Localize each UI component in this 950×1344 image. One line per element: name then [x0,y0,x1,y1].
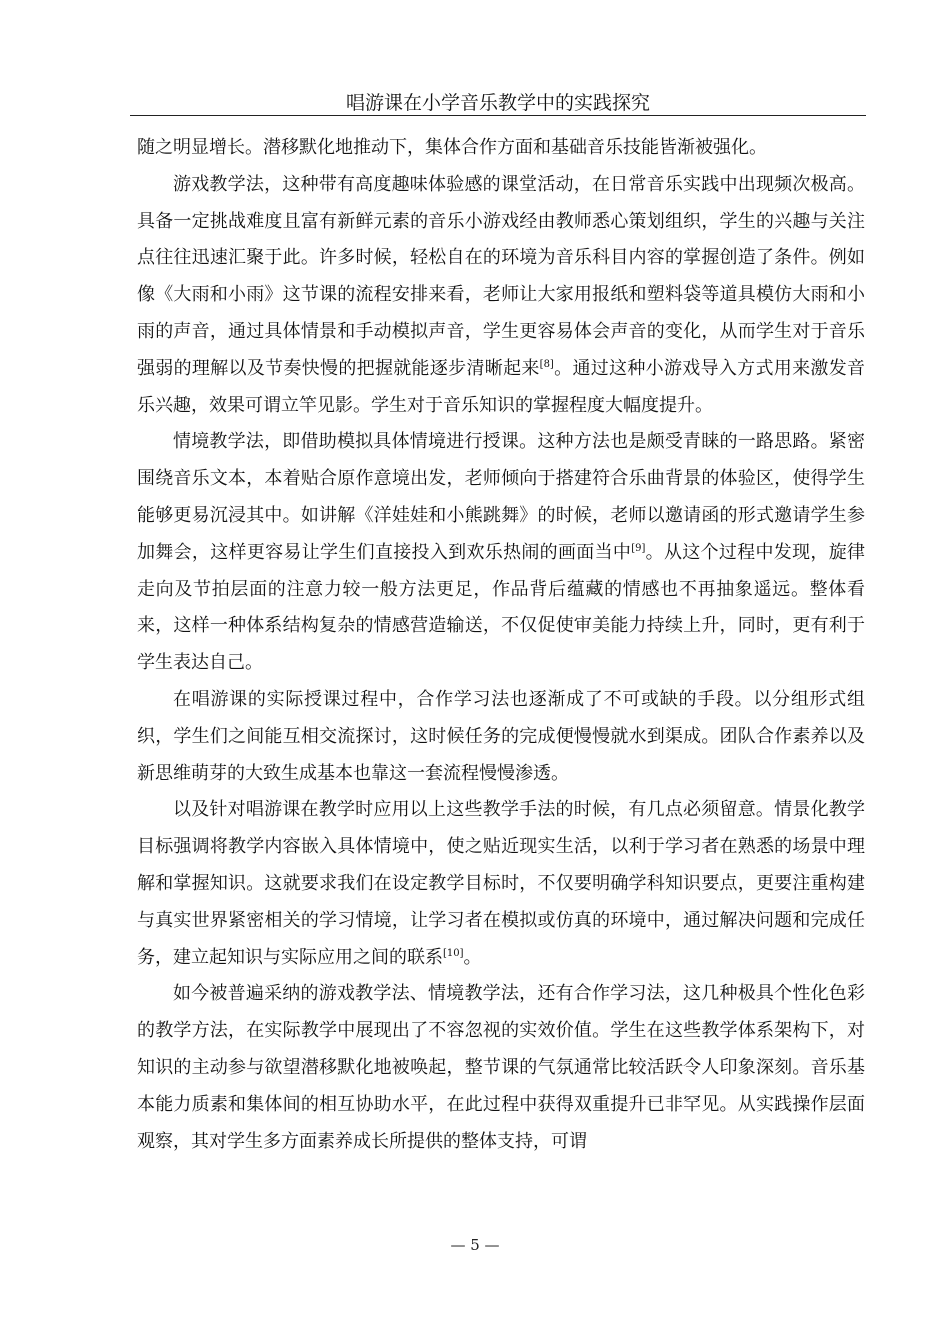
paragraph-1: 随之明显增长。潜移默化地推动下，集体合作方面和基础音乐技能皆渐被强化。 [137,137,767,158]
body-text [137,130,865,1160]
page-number: — 5 — [450,1236,500,1254]
citation-8: [8] [539,358,554,370]
paragraph-6: 如今被普遍采纳的游戏教学法、情境教学法，还有合作学习法，这几种极具个性化色彩的教学方法，在实际教学中展现出了不容忽视的实效价值。学生在这些教学体系架构下，对知识的主动参与欲望潜移默化地被唤起，整节课的气氛通常比较活跃令人印象深刻。音乐基本能力质素和集体间的相互协助水平，在此过程中获得双重提升已非罕见。从实践操作层面观察，其对学生多方面素养成长所提供的整体支持，可谓 [137,983,865,1152]
citation-9: [9] [631,542,646,554]
paragraph-3: 情境教学法，即借助模拟具体情境进行授课。这种方法也是颇受青睐的一路思路。紧密围绕音乐文本，本着贴合原作意境出发，老师倾向于搭建符合乐曲背景的体验区，使得学生能够更易沉浸其中。如讲解《洋娃娃和小熊跳舞》的时候，老师以邀请函的形式邀请学生参加舞会，这样更容易让学生们直接投入到欢乐热闹的画面当中[9]。从这个过程中发现，旋律走向及节拍层面的注意力较一般方法更足，作品背后蕴藏的情感也不再抽象遥远。整体看来，这样一种体系结构复杂的情感营造输送，不仅促使审美能力持续上升，同时，更有利于学生表达自己。 [137,431,865,674]
paragraph-2: 游戏教学法，这种带有高度趣味体验感的课堂活动，在日常音乐实践中出现频次极高。具备一定挑战难度且富有新鲜元素的音乐小游戏经由教师悉心策划组织，学生的兴趣与关注点往往迅速汇聚于此。许多时候，轻松自在的环境为音乐科目内容的掌握创造了条件。例如像《大雨和小雨》这节课的流程安排来看，老师让大家用报纸和塑料袋等道具模仿大雨和小雨的声音，通过具体情景和手动模拟声音，学生更容易体会声音的变化，从而学生对于音乐强弱的理解以及节奏快慢的把握就能逐步清晰起来[8]。通过这种小游戏导入方式用来激发音乐兴趣，效果可谓立竿见影。学生对于音乐知识的掌握程度大幅度提升。 [137,173,865,416]
paragraph-4: 在唱游课的实际授课过程中，合作学习法也逐渐成了不可或缺的手段。以分组形式组织，学生们之间能互相交流探讨，这时候任务的完成便慢慢就水到渠成。团队合作素养以及新思维萌芽的大致生成基本也靠这一套流程慢慢渗透。 [137,688,865,784]
running-header-title: 唱游课在小学音乐教学中的实践探究 [345,92,650,114]
header-divider [130,115,866,116]
paragraph-5: 以及针对唱游课在教学时应用以上这些教学手法的时候，有几点必须留意。情景化教学目标强调将教学内容嵌入具体情境中，使之贴近现实生活，以利于学习者在熟悉的场景中理解和掌握知识。这就要求我们在设定教学目标时，不仅要明确学科知识要点，更要注重构建与真实世界紧密相关的学习情境，让学习者在模拟或仿真的环境中，通过解决问题和完成任务，建立起知识与实际应用之间的联系[10]。 [137,799,865,968]
citation-10: [10] [443,947,464,959]
